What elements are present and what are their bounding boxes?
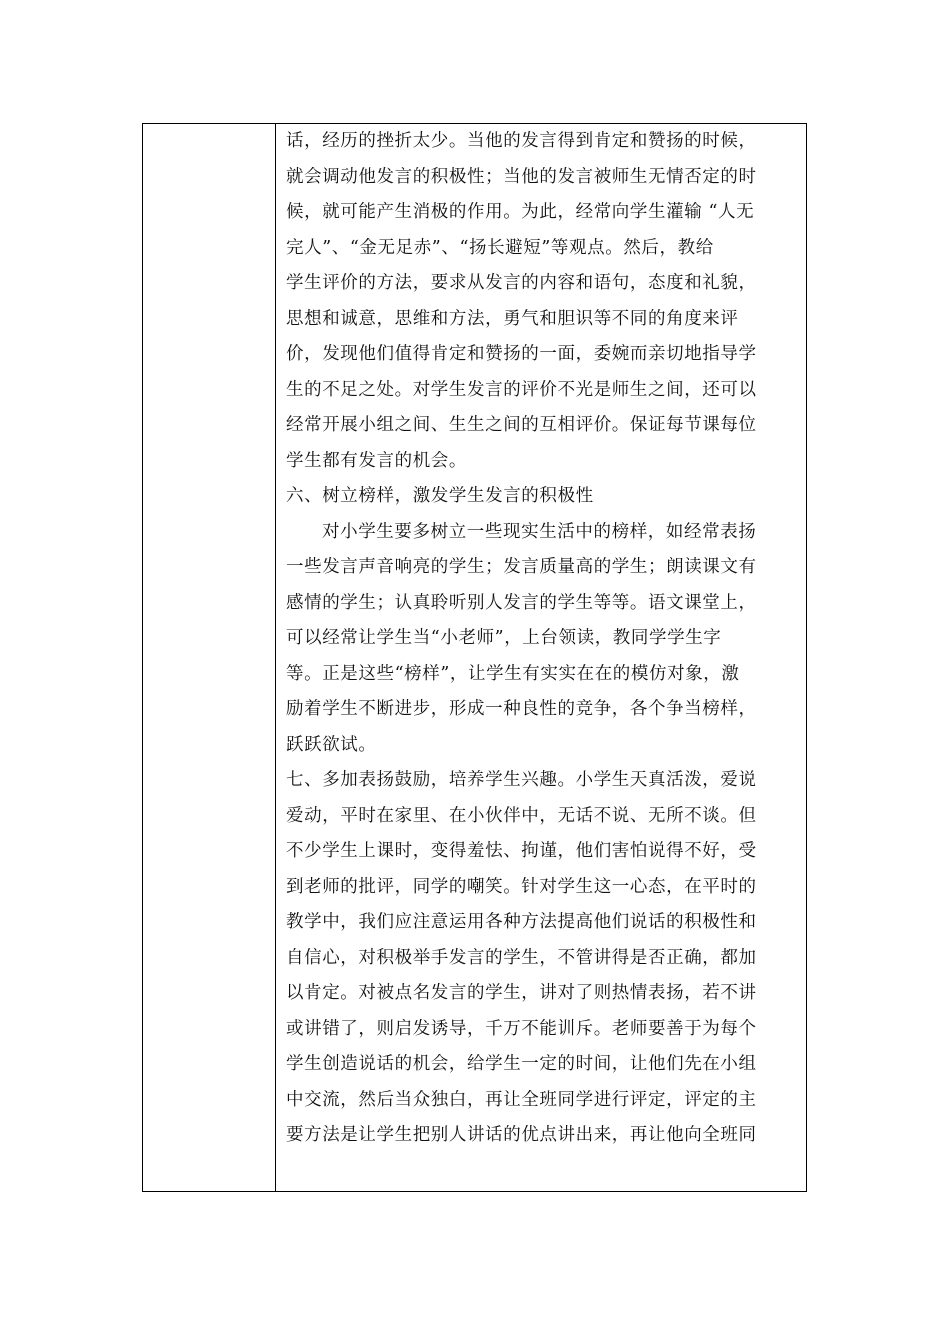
- section-heading-six: 六、树立榜样，激发学生发言的积极性: [286, 486, 594, 506]
- paragraph-evaluation: [286, 124, 794, 479]
- text-line: 价，发现他们值得肯定和赞扬的一面，委婉而亲切地指导学: [286, 344, 757, 364]
- paragraph-role-models: [286, 515, 794, 764]
- text-line: 到老师的批评，同学的嘲笑。针对学生这一心态，在平时的: [286, 876, 757, 897]
- table-left-cell: [143, 124, 276, 1191]
- table-right-cell: [276, 124, 806, 1191]
- text-line: 完人”、“金无足赤”、“扬长避短”等观点。然后，教给: [286, 237, 714, 258]
- text-line: 候，就可能产生消极的作用。为此，经常向学生灌输 “人无: [286, 202, 755, 222]
- document-table: [142, 123, 807, 1192]
- text-line: 学生评价的方法，要求从发言的内容和语句，态度和礼貌，: [286, 273, 757, 293]
- text-line: 自信心，对积极举手发言的学生，不管讲得是否正确，都加: [286, 947, 757, 968]
- text-line: 话，经历的挫折太少。当他的发言得到肯定和赞扬的时候，: [286, 131, 757, 151]
- text-line: 爱动，平时在家里、在小伙伴中，无话不说、无所不谈。但: [286, 805, 757, 826]
- text-line: 教学中，我们应注意运用各种方法提高他们说话的积极性和: [286, 912, 757, 932]
- text-line: 学生都有发言的机会。: [286, 450, 467, 471]
- text-line: 以肯定。对被点名发言的学生，讲对了则热情表扬，若不讲: [286, 983, 757, 1003]
- text-line: 生的不足之处。对学生发言的评价不光是师生之间，还可以: [286, 379, 757, 400]
- text-line: 不少学生上课时，变得羞怯、拘谨，他们害怕说得不好，受: [286, 841, 757, 861]
- text-line: 感情的学生；认真聆听别人发言的学生等等。语文课堂上，: [286, 592, 757, 613]
- text-line: 一些发言声音响亮的学生；发言质量高的学生；朗读课文有: [286, 557, 757, 577]
- paragraph-praise-encouragement: [286, 763, 794, 1154]
- text-line: 励着学生不断进步，形成一种良性的竞争，各个争当榜样，: [286, 699, 757, 719]
- text-line: 或讲错了，则启发诱导，千万不能训斥。老师要善于为每个: [286, 1018, 757, 1039]
- text-line: 经常开展小组之间、生生之间的互相评价。保证每节课每位: [286, 415, 757, 435]
- text-line: 中交流，然后当众独白，再让全班同学进行评定，评定的主: [286, 1089, 757, 1110]
- text-line: 跃跃欲试。: [286, 734, 377, 755]
- text-line: 学生创造说话的机会，给学生一定的时间，让他们先在小组: [286, 1054, 757, 1074]
- text-line: 可以经常让学生当“小老师”，上台领读，教同学学生字: [286, 628, 722, 648]
- section-heading-seven: 七、多加表扬鼓励，培养学生兴趣。小学生天真活泼，爱说: [286, 770, 757, 790]
- text-line: 思想和诚意，思维和方法，勇气和胆识等不同的角度来评: [286, 308, 739, 329]
- text-line: 要方法是让学生把别人讲话的优点讲出来，再让他向全班同: [286, 1125, 757, 1145]
- text-line: 对小学生要多树立一些现实生活中的榜样，如经常表扬: [322, 521, 757, 542]
- text-line: 等。正是这些“榜样”，让学生有实实在在的模仿对象，激: [286, 663, 740, 684]
- text-line: 就会调动他发言的积极性；当他的发言被师生无情否定的时: [286, 166, 757, 187]
